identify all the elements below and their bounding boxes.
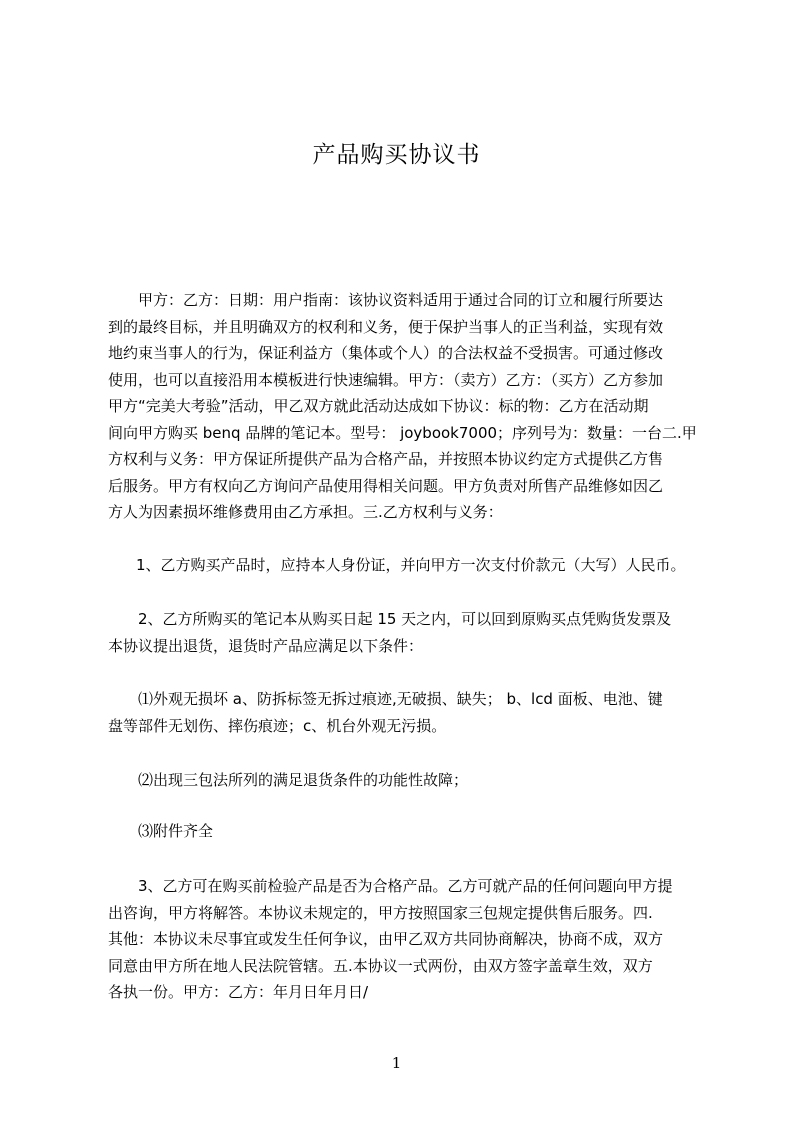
intro-paragraph (108, 287, 710, 526)
condition-1-line: 盘等部件无划伤、摔伤痕迹；c、机台外观无污损。 (108, 716, 447, 735)
clause-3-line: 各执一份。甲方：乙方：年月日年月日/ (108, 983, 369, 1001)
intro-line: 甲方“完美大考验”活动，甲乙双方就此活动达成如下协议：标的物：乙方在活动期 (108, 397, 649, 415)
clause-3-line: 其他：本协议未尽事宜或发生任何争议，由甲乙双方共同协商解决，协商不成，双方 (108, 930, 664, 948)
condition-3-line: ⑶附件齐全 (138, 822, 214, 840)
intro-line: 地约束当事人的行为，保证利益方（集体或个人）的合法权益不受损害。可通过修改 (108, 344, 664, 362)
document-title: 产品购买协议书 (312, 142, 481, 168)
clause-1-line: 1、乙方购买产品时，应持本人身份证，并向甲方一次支付价款元（大写）人民币。 (136, 556, 686, 574)
intro-line: 到的最终目标，并且明确双方的权利和义务，便于保护当事人的正当利益，实现有效 (108, 317, 664, 336)
condition-2-paragraph (108, 767, 710, 794)
clause-2-line: 本协议提出退货，退货时产品应满足以下条件： (108, 636, 424, 655)
condition-3-paragraph (108, 818, 710, 845)
condition-2-line: ⑵出现三包法所列的满足退货条件的功能性故障； (138, 771, 469, 789)
condition-1-line: ⑴外观无损坏 a、防拆标签无拆过痕迹,无破损、缺失； b、lcd 面板、电池、键 (138, 690, 663, 708)
intro-line: 甲方：乙方：日期：用户指南：该协议资料适用于通过合同的订立和履行所要达 (138, 291, 664, 309)
clause-2-line: 2、乙方所购买的笔记本从购买日起 15 天之内，可以回到原购买点凭购货发票及 (138, 610, 672, 628)
intro-line: 后服务。甲方有权向乙方询问产品使用得相关问题。甲方负责对所售产品维修如因乙 (108, 476, 664, 495)
condition-1-paragraph (108, 686, 710, 739)
clause-3-line: 3、乙方可在购买前检验产品是否为合格产品。乙方可就产品的任何问题向甲方提 (138, 877, 673, 895)
intro-line: 方人为因素损坏维修费用由乙方承担。三.乙方权利与义务： (108, 503, 503, 521)
clause-3-line: 出咨询，甲方将解答。本协议未规定的，甲方按照国家三包规定提供售后服务。四. (108, 903, 653, 922)
intro-line: 方权利与义务：甲方保证所提供产品为合格产品，并按照本协议约定方式提供乙方售 (108, 450, 664, 468)
intro-line: 使用，也可以直接沿用本模板进行快速编辑。甲方：（卖方）乙方：（买方）乙方参加 (108, 370, 664, 389)
page-number: 1 (391, 1054, 402, 1072)
intro-line: 间向甲方购买 benq 品牌的笔记本。型号： joybook7000；序列号为：数量：一台二.甲 (108, 423, 697, 442)
clause-3-line: 同意由甲方所在地人民法院管辖。五.本协议一式两份，由双方签字盖章生效，双方 (108, 956, 653, 975)
clause-2-paragraph (108, 606, 710, 659)
clause-1-paragraph (108, 552, 710, 579)
clause-3-paragraph (108, 873, 710, 1006)
